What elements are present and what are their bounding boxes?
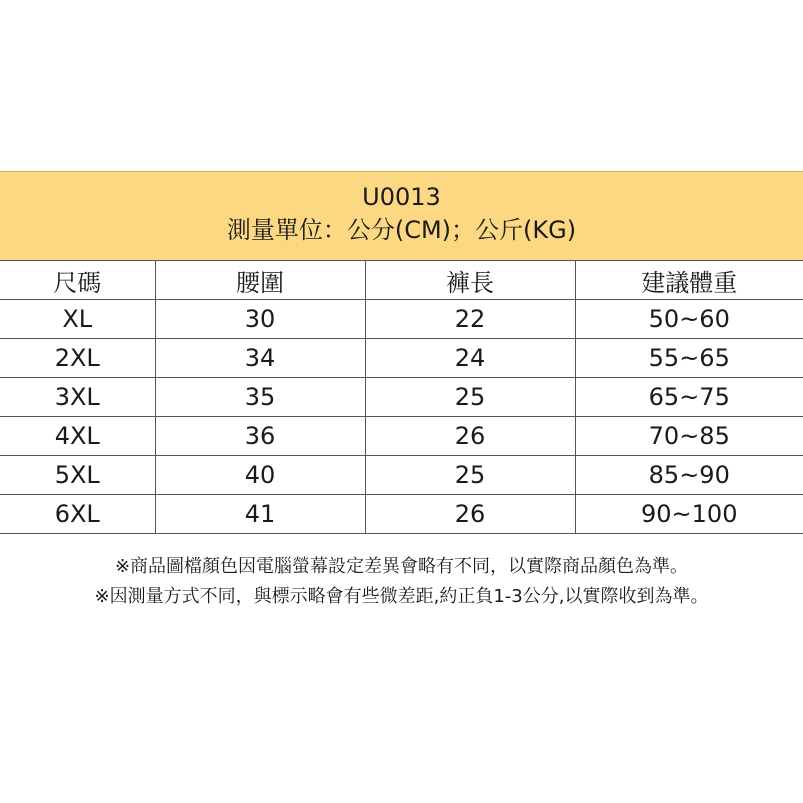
size-table — [0, 261, 803, 534]
cell-size: 2XL — [0, 339, 155, 378]
cell-length: 26 — [365, 417, 575, 456]
column-header-length: 褲長 — [365, 261, 575, 300]
cell-length: 25 — [365, 378, 575, 417]
cell-waist: 30 — [155, 300, 365, 339]
cell-waist: 34 — [155, 339, 365, 378]
notes — [0, 552, 803, 612]
cell-waist: 36 — [155, 417, 365, 456]
size-chart — [0, 171, 803, 534]
column-header-weight: 建議體重 — [575, 261, 803, 300]
cell-weight: 50~60 — [575, 300, 803, 339]
cell-weight: 65~75 — [575, 378, 803, 417]
table-row — [0, 417, 803, 456]
cell-waist: 35 — [155, 378, 365, 417]
cell-size: 5XL — [0, 456, 155, 495]
cell-weight: 70~85 — [575, 417, 803, 456]
cell-weight: 55~65 — [575, 339, 803, 378]
cell-size: 4XL — [0, 417, 155, 456]
table-row — [0, 495, 803, 534]
cell-length: 24 — [365, 339, 575, 378]
cell-length: 26 — [365, 495, 575, 534]
chart-header — [0, 171, 803, 261]
cell-waist: 40 — [155, 456, 365, 495]
note-color-disclaimer: ※商品圖檔顏色因電腦螢幕設定差異會略有不同，以實際商品顏色為準。 — [114, 556, 689, 577]
table-row — [0, 378, 803, 417]
cell-size: XL — [0, 300, 155, 339]
table-row — [0, 300, 803, 339]
cell-size: 3XL — [0, 378, 155, 417]
table-row — [0, 339, 803, 378]
cell-length: 25 — [365, 456, 575, 495]
cell-weight: 85~90 — [575, 456, 803, 495]
cell-waist: 41 — [155, 495, 365, 534]
table-row — [0, 456, 803, 495]
column-header-size: 尺碼 — [0, 261, 155, 300]
measurement-units: 測量單位：公分(CM)；公斤(KG) — [226, 216, 577, 244]
note-measurement-disclaimer: ※因測量方式不同，與標示略會有些微差距,約正負1-3公分,以實際收到為準。 — [94, 586, 709, 607]
product-code: U0013 — [362, 183, 441, 211]
cell-weight: 90~100 — [575, 495, 803, 534]
column-header-waist: 腰圍 — [155, 261, 365, 300]
cell-size: 6XL — [0, 495, 155, 534]
cell-length: 22 — [365, 300, 575, 339]
table-header-row — [0, 261, 803, 300]
